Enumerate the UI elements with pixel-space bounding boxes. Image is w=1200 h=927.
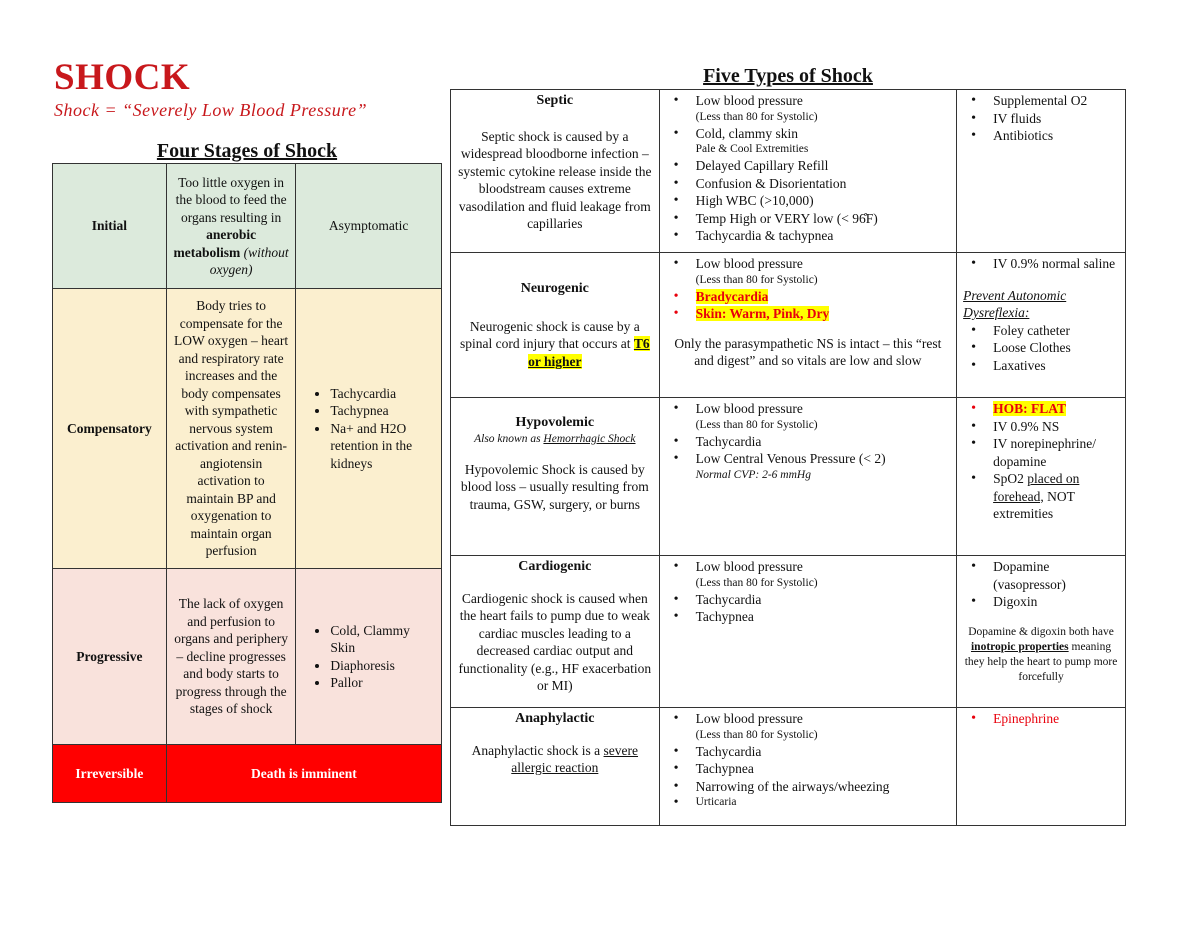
type-treatments — [957, 708, 1126, 826]
stage-description: Body tries to compensate for the LOW oxygen – heart and respiratory rate increases and the body compensates with sympathetic nervous system activation and renin-angiotensin activation to maintain BP and oxygenation to maintain organ perfusion — [166, 289, 296, 569]
symptom-item: • Tachypnea — [696, 760, 950, 778]
type-symptoms — [659, 253, 956, 398]
symptom-item: • Tachycardia — [696, 591, 950, 609]
type-description: Neurogenic shock is cause by a spinal cord injury that occurs at T6 or higher — [459, 318, 650, 369]
stage-name: Compensatory — [53, 289, 167, 569]
type-row-cardiogenic — [451, 556, 1126, 708]
treatment-item: • Laxatives — [993, 357, 1119, 375]
type-treatments — [957, 90, 1126, 253]
type-treatments — [957, 253, 1126, 398]
type-treatments — [957, 398, 1126, 556]
symptom-item: • Low blood pressure (Less than 80 for Systolic) — [696, 255, 950, 288]
symptom-item: • Tachypnea — [696, 608, 950, 626]
prevent-heading: Prevent Autonomic Dysreflexia: — [963, 287, 1067, 320]
stage-row-irreversible — [53, 745, 442, 803]
highlight-t6: T6 or higher — [528, 336, 650, 369]
type-info — [451, 253, 660, 398]
treatment-item: • IV fluids — [993, 110, 1119, 128]
type-symptoms — [659, 708, 956, 826]
symptom-item: • Pallor — [330, 674, 435, 692]
stage-description: The lack of oxygen and perfusion to organs and periphery – decline progresses and body starts to progress through the stages of shock — [166, 569, 296, 745]
type-description: Septic shock is caused by a widespread bloodborne infection – systemic cytokine release inside the bloodstream causes extreme vasodilation and fluid leakage from capillaries — [458, 128, 652, 231]
type-row-neurogenic — [451, 253, 1126, 398]
symptom-item: • Tachycardia — [330, 385, 435, 403]
treatment-item-highlight: • HOB: FLAT — [993, 400, 1119, 418]
stage-name: Progressive — [53, 569, 167, 745]
treatment-item: • Digoxin — [993, 593, 1119, 611]
treatment-item: • Antibiotics — [993, 127, 1119, 145]
type-description: Hypovolemic Shock is caused by blood loss – usually resulting from trauma, GSW, surgery, or burns — [460, 461, 649, 512]
treatment-item: • IV 0.9% normal saline — [993, 255, 1119, 273]
stage-desc-bold: anerobic metabolism — [173, 227, 257, 260]
stage-description — [166, 164, 296, 289]
stages-heading: Four Stages of Shock — [156, 140, 338, 162]
page-title: SHOCK — [54, 57, 191, 98]
symptom-item: • Cold, clammy skin Pale & Cool Extremities — [696, 125, 950, 158]
type-description: Anaphylactic shock is a severe allergic reaction — [471, 742, 639, 775]
symptom-item: • Confusion & Disorientation — [696, 175, 950, 193]
stage-description: Death is imminent — [166, 745, 441, 803]
symptom-item: • Low Central Venous Pressure (< 2) Normal CVP: 2-6 mmHg — [696, 450, 950, 483]
symptom-item: • Urticaria — [696, 795, 950, 810]
symptom-item: • Low blood pressure (Less than 80 for Systolic) — [696, 710, 950, 743]
treatment-item: • Epinephrine — [993, 710, 1119, 728]
type-info — [451, 90, 660, 253]
symptom-item-highlight: • Skin: Warm, Pink, Dry — [696, 305, 950, 323]
type-treatments — [957, 556, 1126, 708]
symptom-item: • Delayed Capillary Refill — [696, 157, 950, 175]
type-row-anaphylactic — [451, 708, 1126, 826]
type-name: Hypovolemic — [515, 415, 595, 430]
stage-row-progressive — [53, 569, 442, 745]
symptom-item: • Tachycardia & tachypnea — [696, 227, 950, 245]
symptom-item: • Cold, Clammy Skin — [330, 622, 435, 657]
stage-symptoms — [296, 569, 442, 745]
symptom-item: • High WBC (>10,000) — [696, 192, 950, 210]
stage-desc-text: Too little oxygen in the blood to feed the organs resulting in — [175, 174, 287, 225]
types-table — [450, 89, 1126, 826]
stage-desc-italic: (without oxygen) — [209, 244, 289, 277]
treatment-item: • IV norepinephrine/ dopamine — [993, 435, 1119, 470]
stage-row-initial — [53, 164, 442, 289]
type-name: Neurogenic — [520, 281, 589, 296]
stage-row-compensatory — [53, 289, 442, 569]
type-info — [451, 556, 660, 708]
type-name: Septic — [536, 93, 574, 108]
stages-table — [52, 163, 442, 803]
type-aka: Also known as Hemorrhagic Shock — [474, 432, 636, 445]
treatment-item: • SpO2 placed on forehead, NOT extremities — [993, 470, 1119, 523]
symptom-item: • Temp High or VERY low (< 96̊F) — [696, 210, 950, 228]
treatment-item: • Loose Clothes — [993, 339, 1119, 357]
type-name: Cardiogenic — [518, 559, 592, 574]
type-symptoms — [659, 398, 956, 556]
type-info — [451, 708, 660, 826]
stage-name: Irreversible — [53, 745, 167, 803]
symptom-item-highlight: • Bradycardia — [696, 288, 950, 306]
page-subtitle: Shock = “Severely Low Blood Pressure” — [54, 100, 368, 120]
type-description: Cardiogenic shock is caused when the heart fails to pump due to weak cardiac muscles leading to a decreased cardiac output and functionality (e.g., HF exacerbation or MI) — [458, 590, 652, 693]
type-row-hypovolemic — [451, 398, 1126, 556]
symptom-item: • Tachypnea — [330, 402, 435, 420]
treatment-item: • Dopamine (vasopressor) — [993, 558, 1119, 593]
stage-symptoms — [296, 289, 442, 569]
symptom-item: • Na+ and H2O retention in the kidneys — [330, 420, 435, 473]
symptom-item: • Diaphoresis — [330, 657, 435, 675]
type-row-septic — [451, 90, 1126, 253]
treatment-note: Dopamine & digoxin both have inotropic properties meaning they help the heart to pump more forcefully — [964, 625, 1118, 683]
symptom-item: • Narrowing of the airways/wheezing — [696, 778, 950, 796]
stage-symptom: Asymptomatic — [296, 164, 442, 289]
type-name: Anaphylactic — [515, 711, 595, 726]
treatment-item: • Foley catheter — [993, 322, 1119, 340]
symptom-item: • Low blood pressure (Less than 80 for Systolic) — [696, 92, 950, 125]
stage-name: Initial — [53, 164, 167, 289]
type-symptoms — [659, 556, 956, 708]
symptom-item: • Tachycardia — [696, 743, 950, 761]
symptom-item: • Low blood pressure (Less than 80 for Systolic) — [696, 400, 950, 433]
treatment-item: • Supplemental O2 — [993, 92, 1119, 110]
type-info — [451, 398, 660, 556]
type-note: Only the parasympathetic NS is intact – this “rest and digest” and so vitals are low and slow — [674, 335, 942, 368]
treatment-item: • IV 0.9% NS — [993, 418, 1119, 436]
symptom-item: • Low blood pressure (Less than 80 for Systolic) — [696, 558, 950, 591]
symptom-item: • Tachycardia — [696, 433, 950, 451]
types-heading: Five Types of Shock — [703, 65, 873, 87]
type-symptoms — [659, 90, 956, 253]
